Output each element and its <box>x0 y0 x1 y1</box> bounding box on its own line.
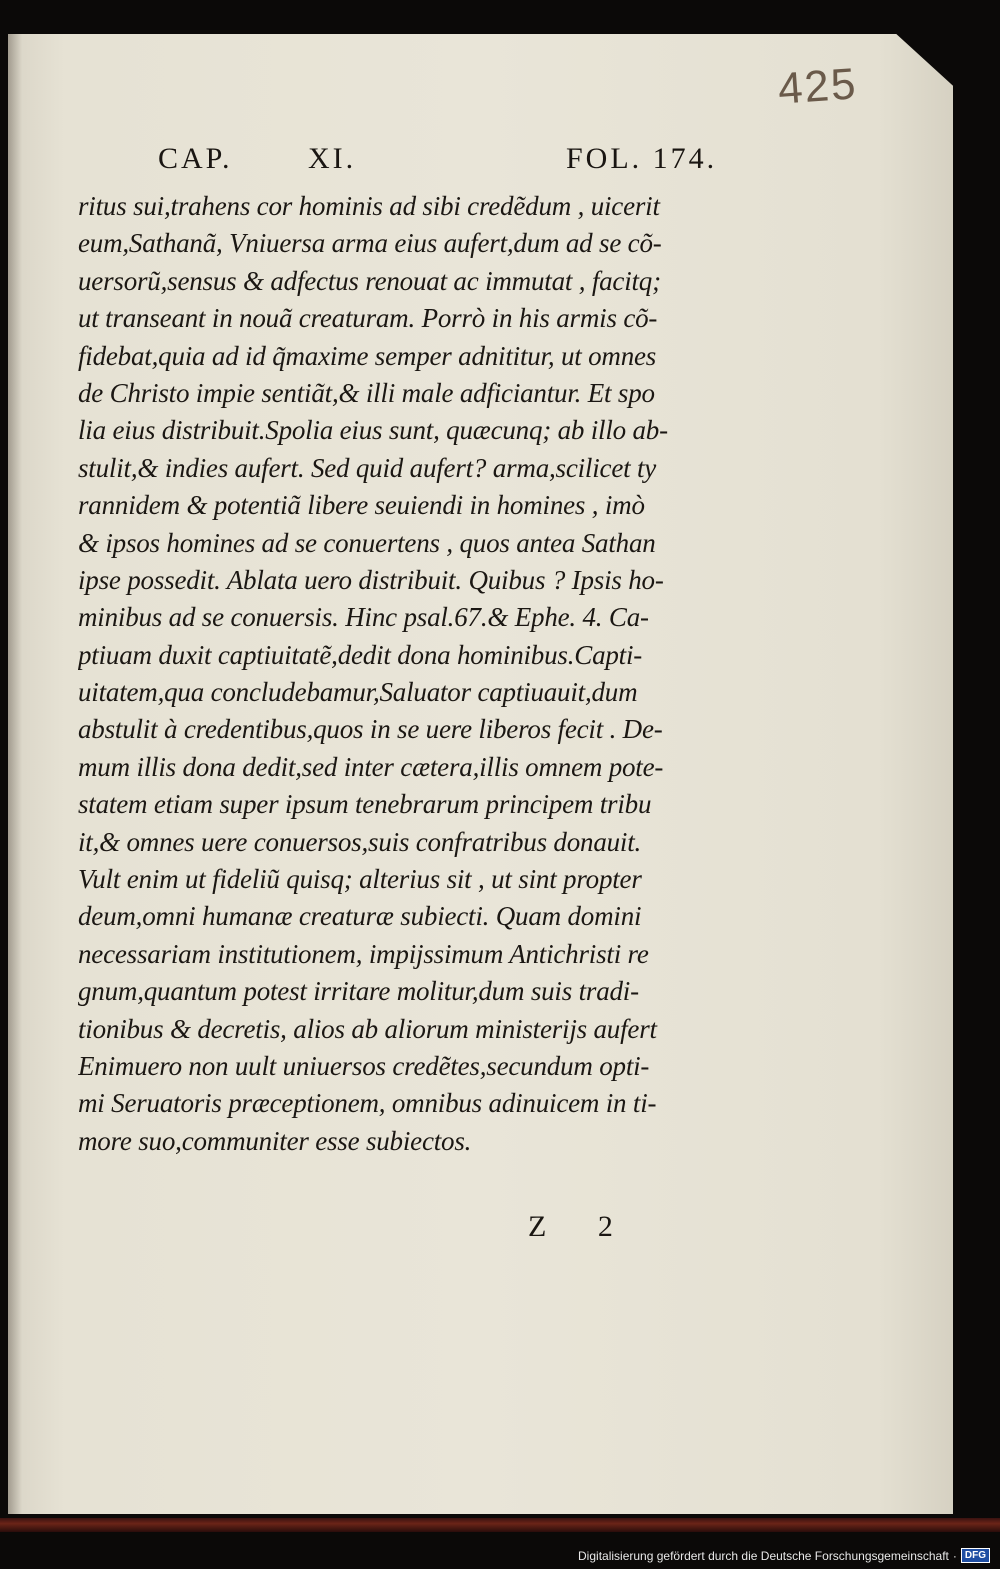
text-line: minibus ad se conuersis. Hinc psal.67.& Ephe. 4. Ca- <box>78 602 649 633</box>
text-line: necessariam institutionem, impijssimum Antichristi re <box>78 938 649 969</box>
text-line: statem etiam super ipsum tenebrarum principem tribu <box>78 789 652 820</box>
text-line: ut transeant in nouã creaturam. Porrò in his armis cõ- <box>78 303 658 334</box>
page-gutter-shadow <box>8 34 22 1514</box>
text-line: it,& omnes uere conuersos,suis confratribus donauit. <box>78 826 642 857</box>
dfg-logo-icon: DFG <box>961 1548 990 1563</box>
text-line: mum illis dona dedit,sed inter cætera,illis omnem pote- <box>78 751 664 782</box>
handwritten-folio-note: 425 <box>776 59 859 114</box>
signature-mark: Z 2 <box>528 1210 635 1243</box>
header-chapter-number: XI. <box>308 142 357 175</box>
text-line: Vult enim ut fideliũ quisq; alterius sit , ut sint propter <box>78 864 642 895</box>
text-line: deum,omni humanæ creaturæ subiecti. Quam domini <box>78 901 642 932</box>
text-line: mi Seruatoris præceptionem, omnibus adinuicem in ti- <box>78 1088 657 1119</box>
text-line: de Christo impie sentiãt,& illi male adficiantur. Et spo <box>78 377 655 408</box>
footer-credit: Digitalisierung gefördert durch die Deutsche Forschungsgemeinschaft · DFG <box>578 1548 990 1563</box>
text-line: lia eius distribuit.Spolia eius sunt, quæcunq; ab illo ab- <box>78 415 668 446</box>
text-line: more suo,communiter esse subiectos. <box>78 1125 472 1156</box>
text-line: uitatem,qua concludebamur,Saluator captiuauit,dum <box>78 677 638 708</box>
footer-credit-text: Digitalisierung gefördert durch die Deutsche Forschungsgemeinschaft <box>578 1548 949 1563</box>
text-line: fidebat,quia ad id q̃maxime semper adnititur, ut omnes <box>78 340 657 371</box>
text-line: uersorũ,sensus & adfectus renouat ac immutat , facitq; <box>78 265 661 296</box>
body-text <box>78 188 718 1160</box>
text-line: abstulit à credentibus,quos in se uere liberos fecit . De- <box>78 714 663 745</box>
text-line: ptiuam duxit captiuitatẽ,dedit dona hominibus.Capti- <box>78 639 643 670</box>
binding-edge <box>0 1518 1000 1532</box>
text-line: gnum,quantum potest irritare molitur,dum suis tradi- <box>78 976 639 1007</box>
text-line: & ipsos homines ad se conuertens , quos antea Sathan <box>78 527 656 558</box>
text-line: tionibus & decretis, alios ab aliorum ministerijs aufert <box>78 1013 657 1044</box>
text-line: Enimuero non uult uniuersos credẽtes,secundum opti- <box>78 1050 650 1081</box>
text-line: ritus sui,trahens cor hominis ad sibi credẽdum , uicerit <box>78 191 660 221</box>
header-folio: FOL. 174. <box>566 142 718 175</box>
text-line: eum,Sathanã, Vniuersa arma eius aufert,dum ad se cõ- <box>78 228 662 259</box>
text-line: stulit,& indies aufert. Sed quid aufert? arma,scilicet ty <box>78 452 657 483</box>
header-chapter: CAP. <box>158 142 233 175</box>
text-line: ipse possedit. Ablata uero distribuit. Quibus ? Ipsis ho- <box>78 564 664 595</box>
running-header <box>158 142 728 176</box>
text-line: rannidem & potentiã libere seuiendi in homines , imò <box>78 490 645 521</box>
